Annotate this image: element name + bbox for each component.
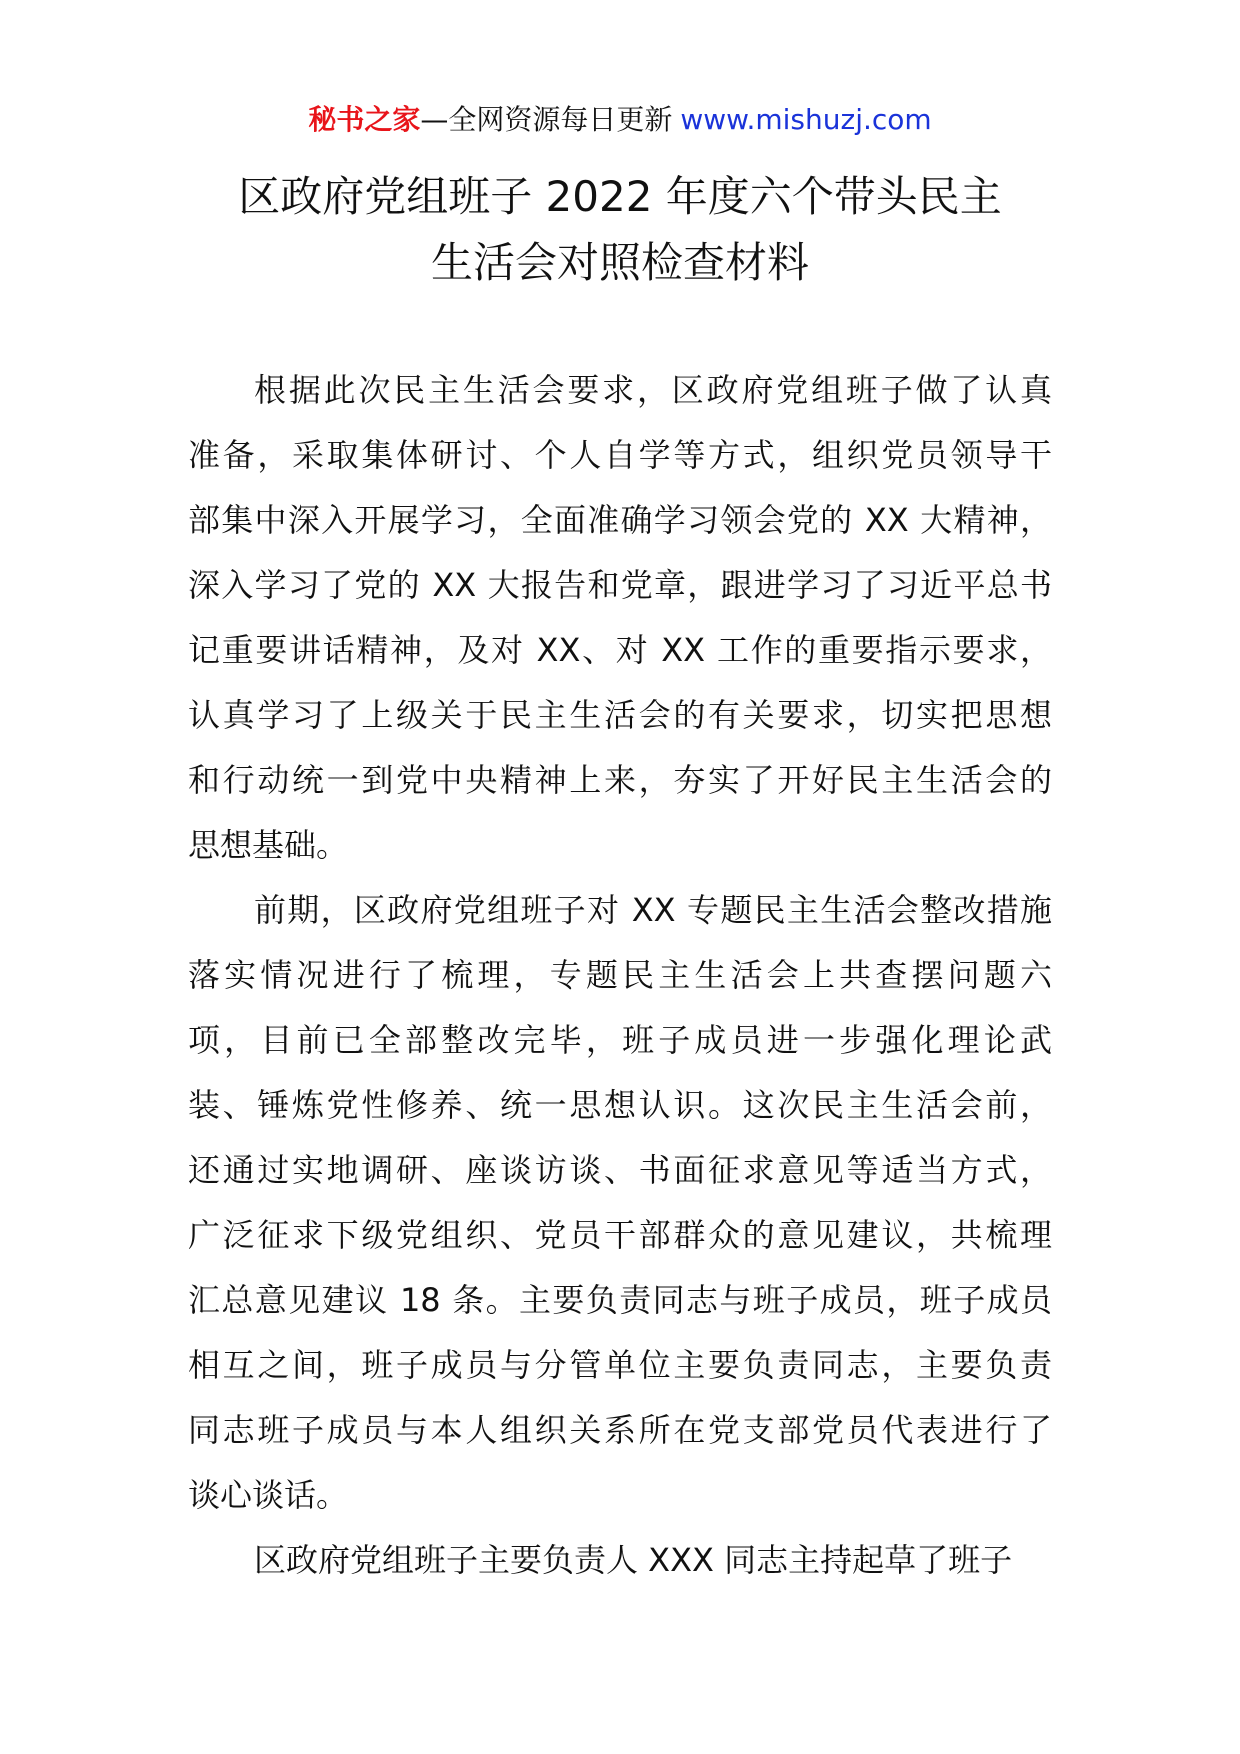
text-line: 项，目前已全部整改完毕，班子成员进一步强化理论武 bbox=[188, 1021, 1052, 1059]
text-line: 记重要讲话精神，及对 XX、对 XX 工作的重要指示要求， bbox=[188, 631, 1052, 669]
text-line: 根据此次民主生活会要求，区政府党组班子做了认真 bbox=[254, 371, 1052, 409]
text-line: 部集中深入开展学习，全面准确学习领会党的 XX 大精神， bbox=[188, 501, 1052, 539]
text-line: 和行动统一到党中央精神上来，夯实了开好民主生活会的 bbox=[188, 761, 1052, 799]
text-line: 装、锤炼党性修养、统一思想认识。这次民主生活会前， bbox=[188, 1086, 1052, 1124]
text-line: 谈心谈话。 bbox=[188, 1476, 349, 1514]
text-line: 广泛征求下级党组织、党员干部群众的意见建议，共梳理 bbox=[188, 1216, 1052, 1254]
paragraph-1 bbox=[188, 358, 1052, 878]
text-line: 同志班子成员与本人组织关系所在党支部党员代表进行了 bbox=[188, 1411, 1052, 1449]
text-line: 深入学习了党的 XX 大报告和党章，跟进学习了习近平总书 bbox=[188, 566, 1052, 604]
document-title bbox=[150, 164, 1090, 296]
text-line: 汇总意见建议 18 条。主要负责同志与班子成员，班子成员 bbox=[188, 1281, 1052, 1319]
brand-name: 秘书之家 bbox=[308, 103, 421, 136]
paragraph-3 bbox=[188, 1528, 1052, 1593]
site-header bbox=[0, 100, 1240, 140]
text-line: 相互之间，班子成员与分管单位主要负责同志，主要负责 bbox=[188, 1346, 1052, 1384]
text-line: 准备，采取集体研讨、个人自学等方式，组织党员领导干 bbox=[188, 436, 1052, 474]
document-body bbox=[188, 358, 1052, 1593]
text-line: 还通过实地调研、座谈访谈、书面征求意见等适当方式， bbox=[188, 1151, 1052, 1189]
title-line-2: 生活会对照检查材料 bbox=[430, 238, 809, 287]
text-line: 落实情况进行了梳理，专题民主生活会上共查摆问题六 bbox=[188, 956, 1052, 994]
site-url-link[interactable]: www.mishuzj.com bbox=[680, 103, 932, 136]
header-slogan: —全网资源每日更新 bbox=[420, 103, 673, 136]
title-line-1: 区政府党组班子 2022 年度六个带头民主 bbox=[238, 172, 1002, 221]
text-line: 思想基础。 bbox=[188, 826, 349, 864]
paragraph-2 bbox=[188, 878, 1052, 1528]
text-line: 区政府党组班子主要负责人 XXX 同志主持起草了班子 bbox=[254, 1541, 1013, 1579]
text-line: 前期，区政府党组班子对 XX 专题民主生活会整改措施 bbox=[254, 891, 1052, 929]
text-line: 认真学习了上级关于民主生活会的有关要求，切实把思想 bbox=[188, 696, 1052, 734]
